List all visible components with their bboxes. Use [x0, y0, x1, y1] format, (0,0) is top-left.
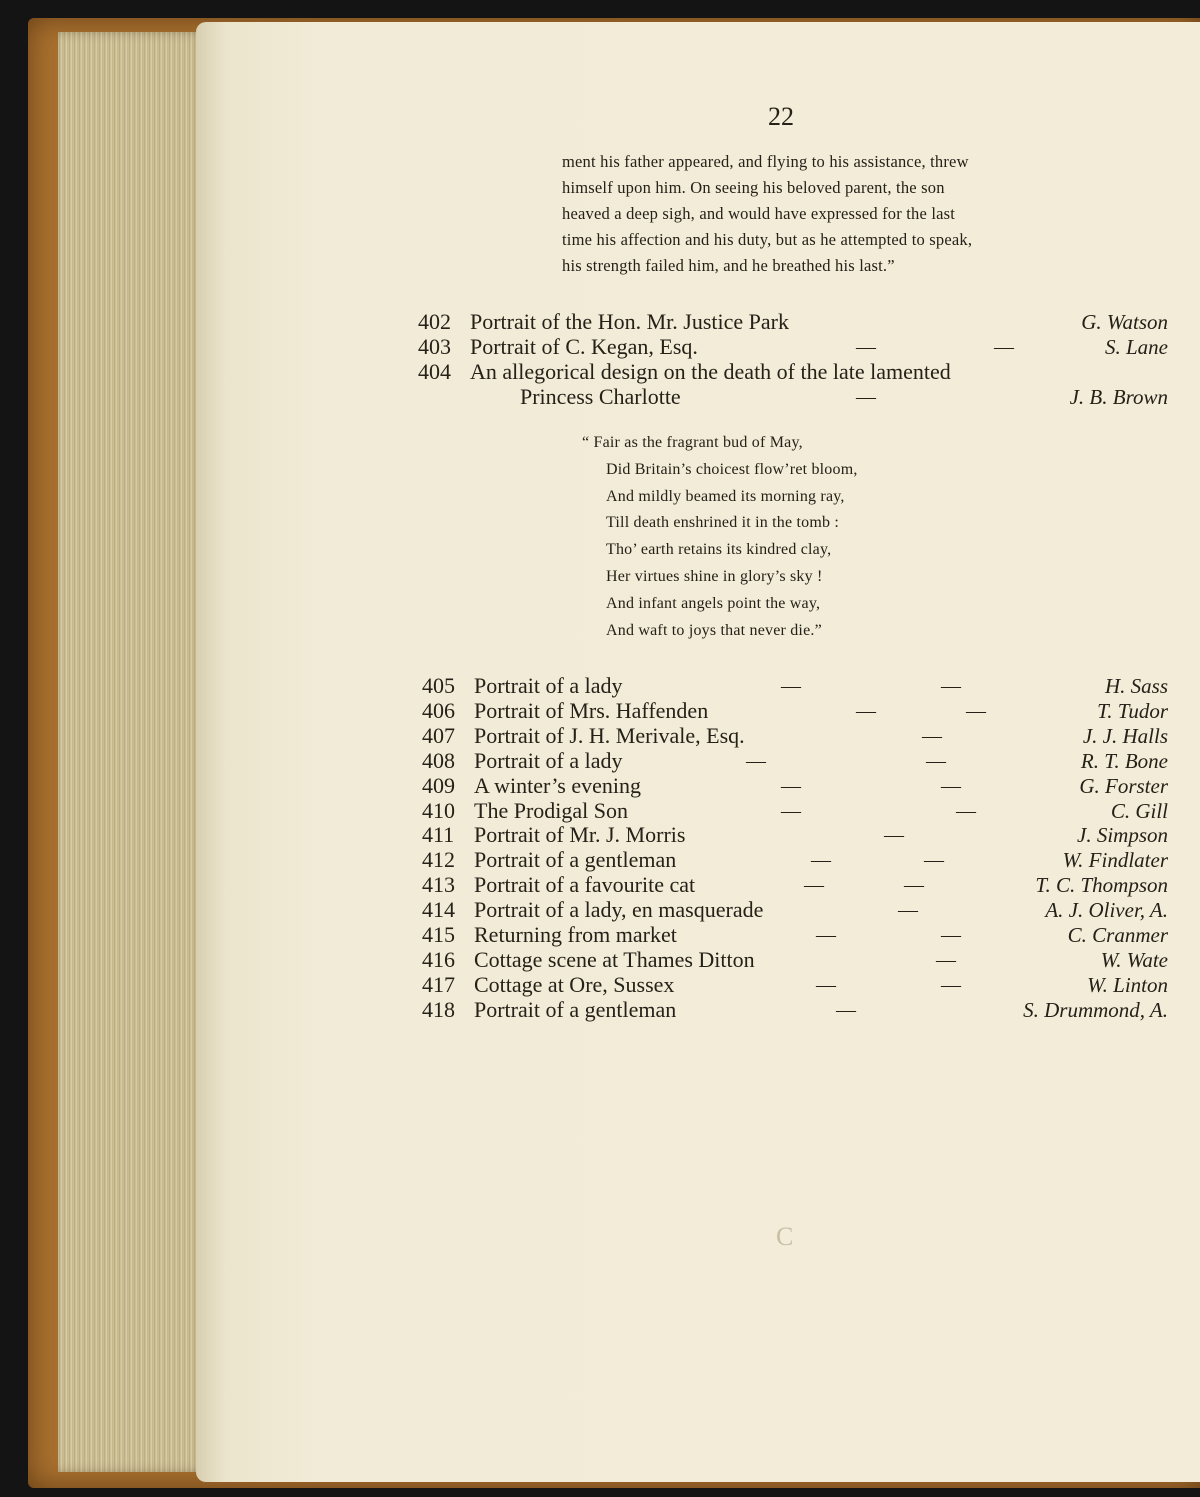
- poem-line: Till death enshrined it in the tomb :: [606, 514, 840, 532]
- artist-name: S. Drummond, A.: [1023, 998, 1168, 1022]
- faded-mark: C: [776, 1222, 794, 1251]
- leader-dash: —: [836, 999, 856, 1021]
- leader-dash: —: [956, 800, 976, 822]
- leader-dash: —: [941, 775, 961, 797]
- artist-name: S. Lane: [1105, 335, 1168, 359]
- leader-dash: —: [856, 336, 876, 358]
- artist-name: G. Forster: [1079, 774, 1168, 798]
- leader-dash: —: [922, 725, 942, 747]
- leader-dash: —: [811, 849, 831, 871]
- entry-number: 407: [422, 723, 455, 748]
- leader-dash: —: [904, 874, 924, 896]
- leader-dash: —: [816, 924, 836, 946]
- leader-dash: —: [856, 386, 876, 408]
- artist-name: H. Sass: [1104, 674, 1168, 698]
- entry-number: 418: [422, 997, 455, 1022]
- leader-dash: —: [994, 336, 1014, 358]
- entry-title: A winter’s evening: [474, 773, 642, 798]
- artist-name: W. Wate: [1100, 948, 1168, 972]
- leader-dash: —: [816, 974, 836, 996]
- poem-line: Tho’ earth retains its kindred clay,: [606, 541, 832, 559]
- leader-dash: —: [746, 750, 766, 772]
- leader-dash: —: [936, 949, 956, 971]
- prose-line: himself upon him. On seeing his beloved parent, the son: [562, 178, 945, 197]
- leader-dash: —: [924, 849, 944, 871]
- entry-number: 414: [422, 897, 455, 922]
- entry-number: 417: [422, 972, 455, 997]
- entry-number: 405: [422, 673, 455, 698]
- entry-title: Cottage scene at Thames Ditton: [474, 947, 755, 972]
- leader-dash: —: [804, 874, 824, 896]
- artist-name: J. J. Halls: [1082, 724, 1168, 748]
- leader-dash: —: [941, 924, 961, 946]
- book-page: [196, 22, 1200, 1482]
- artist-name: C. Gill: [1110, 799, 1168, 823]
- prose-line: heaved a deep sigh, and would have expressed for the last: [562, 204, 956, 223]
- artist-name: T. C. Thompson: [1035, 873, 1168, 897]
- artist-name: G. Watson: [1081, 310, 1168, 334]
- entry-number: 412: [422, 847, 455, 872]
- artist-name: J. Simpson: [1077, 823, 1168, 847]
- entry-number: 406: [422, 698, 455, 723]
- entry-title: Returning from market: [474, 922, 677, 947]
- prose-line: his strength failed him, and he breathed his last.”: [562, 256, 895, 275]
- artist-name: W. Linton: [1087, 973, 1168, 997]
- leader-dash: —: [856, 700, 876, 722]
- entry-title-continuation: Princess Charlotte: [520, 384, 681, 409]
- artist-name: T. Tudor: [1097, 699, 1168, 723]
- leader-dash: —: [781, 675, 801, 697]
- entry-number: 415: [422, 922, 455, 947]
- artist-name: J. B. Brown: [1069, 385, 1168, 409]
- entry-title: Portrait of a lady: [474, 748, 623, 773]
- poem-line: Her virtues shine in glory’s sky !: [606, 568, 823, 585]
- poem-line: And mildly beamed its morning ray,: [606, 487, 845, 505]
- entry-title: Portrait of C. Kegan, Esq.: [470, 334, 698, 359]
- page-edges: [58, 32, 208, 1472]
- entry-title: Portrait of a lady: [474, 673, 623, 698]
- artist-name: C. Cranmer: [1067, 923, 1168, 947]
- entry-title: The Prodigal Son: [474, 798, 628, 823]
- entry-number: 413: [422, 872, 455, 897]
- poem-line: “ Fair as the fragrant bud of May,: [582, 434, 803, 451]
- entry-number: 408: [422, 748, 455, 773]
- entry-title: Cottage at Ore, Sussex: [474, 972, 675, 997]
- prose-line: ment his father appeared, and flying to his assistance, threw: [562, 152, 969, 171]
- leader-dash: —: [941, 974, 961, 996]
- entry-title: An allegorical design on the death of the late lamented: [470, 359, 951, 384]
- entry-title: Portrait of a favourite cat: [474, 872, 696, 897]
- artist-name: A. J. Oliver, A.: [1045, 898, 1168, 922]
- entry-title: Portrait of Mrs. Haffenden: [474, 698, 709, 723]
- entry-number: 402: [418, 309, 451, 334]
- entry-title: Portrait of a gentleman: [474, 847, 677, 872]
- leader-dash: —: [966, 700, 986, 722]
- leader-dash: —: [941, 675, 961, 697]
- entry-title: Portrait of J. H. Merivale, Esq.: [474, 723, 745, 748]
- entry-number: 416: [422, 947, 455, 972]
- poem-line: And infant angels point the way,: [606, 594, 821, 612]
- entry-number: 404: [418, 359, 451, 384]
- entry-title: Portrait of a gentleman: [474, 997, 677, 1022]
- leader-dash: —: [926, 750, 946, 772]
- entry-title: Portrait of a lady, en masquerade: [474, 897, 764, 922]
- entry-title: Portrait of the Hon. Mr. Justice Park: [470, 309, 789, 334]
- artist-name: R. T. Bone: [1080, 749, 1168, 773]
- artist-name: W. Findlater: [1062, 848, 1168, 872]
- entry-number: 409: [422, 773, 455, 798]
- poem-line: Did Britain’s choicest flow’ret bloom,: [606, 460, 858, 478]
- leader-dash: —: [781, 800, 801, 822]
- entry-number: 403: [418, 334, 451, 359]
- leader-dash: —: [884, 824, 904, 846]
- prose-line: time his affection and his duty, but as he attempted to speak,: [562, 230, 973, 249]
- leader-dash: —: [781, 775, 801, 797]
- leader-dash: —: [898, 899, 918, 921]
- entry-number: 411: [422, 822, 455, 847]
- page-number: 22: [768, 102, 794, 131]
- poem-line: And waft to joys that never die.”: [606, 621, 822, 639]
- entry-number: 410: [422, 798, 455, 823]
- entry-title: Portrait of Mr. J. Morris: [474, 822, 686, 847]
